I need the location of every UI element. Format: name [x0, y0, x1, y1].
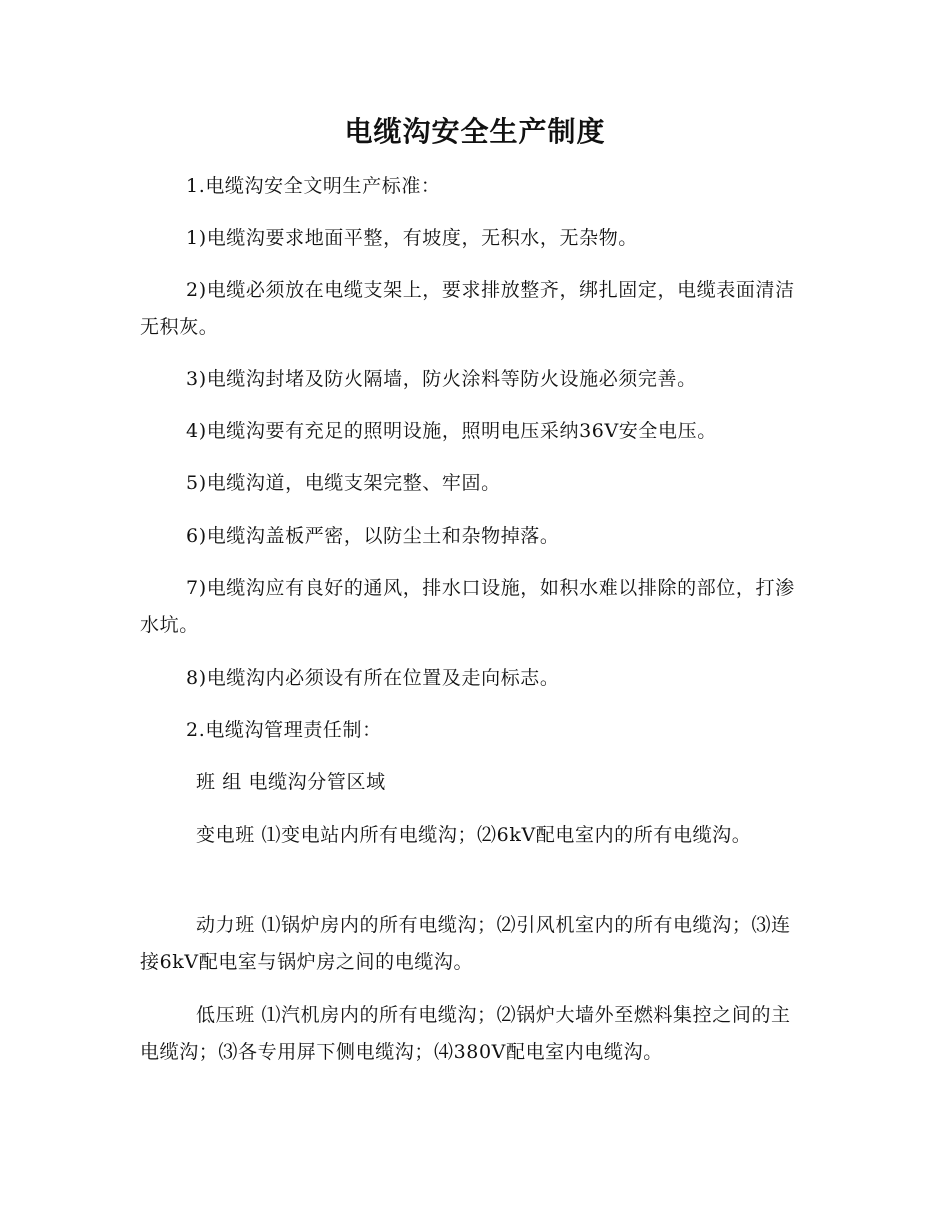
- paragraph-section-1-heading: 1.电缆沟安全文明生产标准：: [186, 175, 441, 197]
- responsibility-table-header: 班 组 电缆沟分管区域: [196, 771, 386, 793]
- responsibility-row-substation: 变电班 ⑴变电站内所有电缆沟；⑵6kV配电室内的所有电缆沟。: [196, 824, 752, 846]
- paragraph-item-1: 1)电缆沟要求地面平整，有坡度，无积水，无杂物。: [186, 227, 638, 249]
- paragraph-item-6: 6)电缆沟盖板严密，以防尘土和杂物掉落。: [186, 525, 560, 547]
- responsibility-row-power: 动力班 ⑴锅炉房内的所有电缆沟；⑵引风机室内的所有电缆沟；⑶连接6kV配电室与锅炉房之间的电缆沟。: [140, 914, 791, 973]
- paragraph-item-8: 8)电缆沟内必须设有所在位置及走向标志。: [186, 667, 560, 689]
- paragraph-item-3: 3)电缆沟封堵及防火隔墙，防火涂料等防火设施必须完善。: [186, 368, 697, 390]
- document-title: 电缆沟安全生产制度: [344, 115, 606, 148]
- responsibility-row-low-voltage: 低压班 ⑴汽机房内的所有电缆沟；⑵锅炉大墙外至燃料集控之间的主电缆沟；⑶各专用屏下侧电缆沟；⑷380V配电室内电缆沟。: [140, 1004, 791, 1063]
- paragraph-item-7: 7)电缆沟应有良好的通风，排水口设施，如积水难以排除的部位，打渗水坑。: [140, 577, 795, 636]
- paragraph-item-5: 5)电缆沟道，电缆支架完整、牢固。: [186, 472, 501, 494]
- paragraph-item-4: 4)电缆沟要有充足的照明设施，照明电压采纳36V安全电压。: [186, 420, 717, 442]
- paragraph-section-2-heading: 2.电缆沟管理责任制：: [186, 719, 382, 741]
- paragraph-item-2: 2)电缆必须放在电缆支架上，要求排放整齐，绑扎固定，电缆表面清洁无积灰。: [140, 279, 795, 338]
